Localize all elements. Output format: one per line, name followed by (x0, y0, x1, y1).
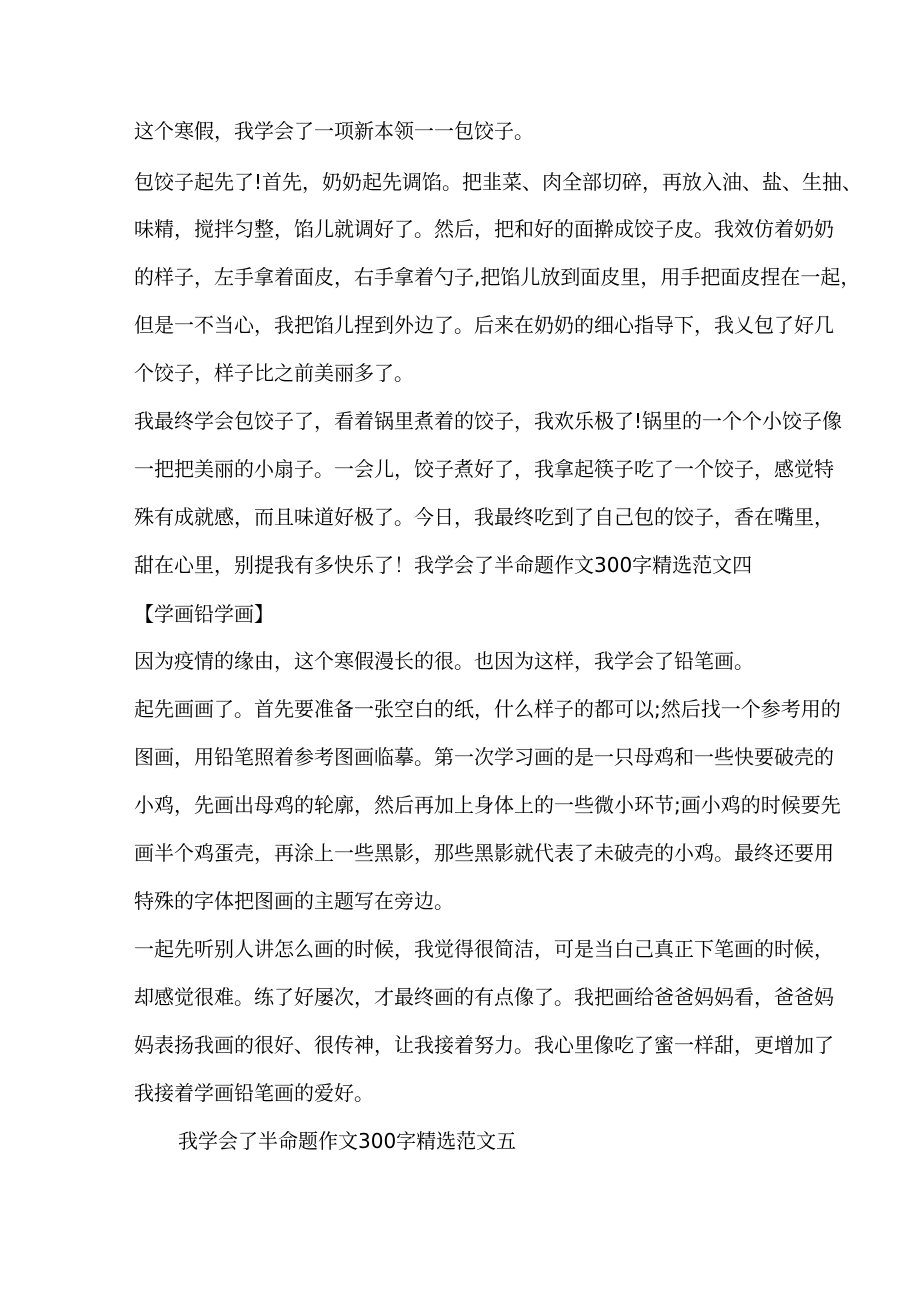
subtitle-line: 我学会了半命题作文300字精选范文五 (178, 1129, 517, 1153)
text-line-10: 甜在心里，别提我有多快乐了！我学会了半命题作文300字精选范文四 (134, 553, 753, 577)
text-line-16: 画半个鸡蛋壳，再涂上一些黑影，那些黑影就代表了未破壳的小鸡。最终还要用 (134, 841, 834, 865)
text-line-7: 我最终学会包饺子了，看着锅里煮着的饺子，我欢乐极了!锅里的一个个小饺子像 (134, 409, 843, 433)
section-heading: 【学画铅学画】 (134, 602, 274, 626)
text-line-8: 一把把美丽的小扇子。一会儿，饺子煮好了，我拿起筷子吃了一个饺子，感觉特 (134, 457, 834, 481)
text-line-19: 却感觉很难。练了好屡次，才最终画的有点像了。我把画给爸爸妈妈看，爸爸妈 (134, 985, 834, 1009)
text-line-21: 我接着学画铅笔画的爱好。 (134, 1081, 374, 1105)
text-line-17: 特殊的字体把图画的主题写在旁边。 (134, 889, 454, 913)
text-line-15: 小鸡，先画出母鸡的轮廓，然后再加上身体上的一些微小环节;画小鸡的时候要先 (134, 793, 841, 817)
text-line-18: 一起先听别人讲怎么画的时候，我觉得很简洁，可是当白己真正下笔画的时候， (134, 937, 834, 961)
text-line-4: 的样子，左手拿着面皮，右手拿着勺子,把馅儿放到面皮里，用手把面皮捏在一起， (134, 265, 861, 289)
text-line-5: 但是一不当心，我把馅儿捏到外边了。后来在奶奶的细心指导下，我乂包了好几 (134, 313, 834, 337)
text-line-12: 因为疫情的缘由，这个寒假漫长的很。也因为这样，我学会了铅笔画。 (134, 649, 754, 673)
text-line-6: 个饺子，样子比之前美丽多了。 (134, 361, 414, 385)
text-line-2: 包饺子起先了!首先，奶奶起先调馅。把韭菜、肉全部切碎，再放入油、盐、生抽、 (134, 170, 863, 194)
text-line-14: 图画，用铅笔照着参考图画临摹。第一次学习画的是一只母鸡和一些快要破壳的 (134, 745, 834, 769)
text-line-20: 妈表扬我画的很好、很传神，让我接着努力。我心里像吃了蜜一样甜，更增加了 (134, 1033, 834, 1057)
text-line-13: 起先画画了。首先要准备一张空白的纸，什么样子的都可以;然后找一个参考用的 (134, 697, 841, 721)
text-line-3: 味精，搅拌匀整，馅儿就调好了。然后，把和好的面擀成饺子皮。我效仿着奶奶 (134, 217, 834, 241)
text-line-9: 殊有成就感，而且味道好极了。今日，我最终吃到了自己包的饺子，香在嘴里， (134, 505, 834, 529)
text-line-1: 这个寒假，我学会了一项新本领一一包饺子。 (134, 119, 534, 143)
